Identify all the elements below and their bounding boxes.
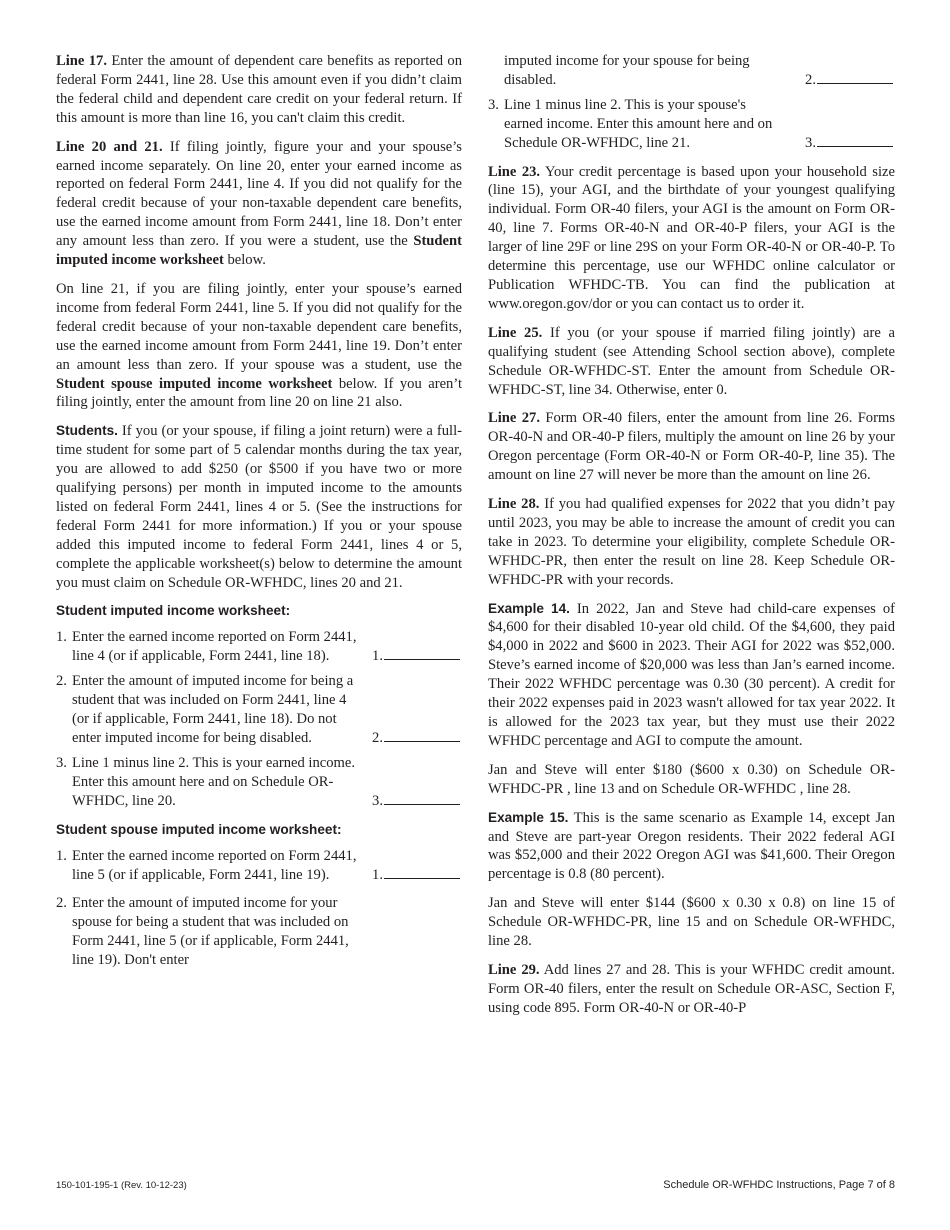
student-worksheet-title: Student imputed income worksheet: bbox=[56, 603, 291, 619]
example15-result: Jan and Steve will enter $144 ($600 x 0.30 x 0.8) on line 15 of Schedule OR-WFHDC-PR, line 15 and on Schedule OR-WFHDC, line 28. bbox=[488, 895, 895, 950]
spouse-worksheet-item-2-continued: imputed income for your spouse for being disabled. 2. bbox=[488, 52, 895, 90]
spouse-worksheet-line-2-field[interactable]: 2. bbox=[805, 69, 893, 90]
line23-paragraph: Line 23. Your credit percentage is based upon your household size (line 15), your AGI, and the birthdate of your youngest qualifying individual. Form OR-40 filers, your AGI is the amount on Form OR-40, line 7. Forms OR-40-N and OR-40-P filers, your AGI is the larger of line 29F or line 29S on your Form OR-40-N or OR-40-P. To determine this percentage, use our WFHDC online calculator or Publication WFHDC-TB. You can find the publication at www.oregon.gov/dor or you can contact us to order it. bbox=[488, 163, 895, 312]
student-worksheet-line-1-field[interactable]: 1. bbox=[372, 645, 460, 666]
example14-paragraph: Example 14. In 2022, Jan and Steve had child-care expenses of $4,600 for their disabled 10-year old child. Of the $4,600, they paid $4,000 in 2022 and $600 in 2023. Their AGI for 2022 was $52,000. Steve’s earned income of $20,000 was less than Jan’s earned income. Their 2022 WFHDC percentage was 0.30 (30 percent). A credit for their 2022 expenses paid in 2023 wasn't allowed for tax year 2022. It is allowed for the 2023 tax year, but they must use their 2022 WFHDC percentage and AGI to compute the amount. bbox=[488, 600, 895, 749]
students-paragraph: Students. If you (or your spouse, if filing a joint return) were a full-time student for some part of 5 calendar months during the tax year, you are allowed to add $250 (or $500 if you have two or more qualifying persons) per month in imputed income to the amounts listed on federal Form 2441, lines 4 or 5. (See the instructions for federal Form 2441 for more information.) If you or your spouse added this imputed income to federal Form 2441, lines 4 or 5, complete the applicable worksheet(s) below to determine the amount you must claim on Schedule OR-WFHDC, lines 20 and 21. bbox=[56, 423, 462, 591]
right-column bbox=[488, 52, 895, 1028]
student-worksheet-item-1: 1. Enter the earned income reported on Form 2441, line 4 (or if applicable, Form 2441, line 18). 1. bbox=[56, 628, 462, 666]
line20-21-paragraph: Line 20 and 21. If filing jointly, figure your and your spouse’s earned income separately. On line 20, enter your earned income as reported on federal Form 2441, line 4. If you did not qualify for the federal credit because of your non-taxable dependent care benefits, use the earned income amount from Form 2441, line 18. Don’t enter any amount less than zero. If you were a student, use the Student imputed income worksheet below. bbox=[56, 138, 462, 269]
line25-paragraph: Line 25. If you (or your spouse if married filing jointly) are a qualifying student (see Attending School section above), complete Schedule OR-WFHDC-ST. Enter the amount from Schedule OR-WFHDC-ST, line 34. Otherwise, enter 0. bbox=[488, 324, 895, 398]
student-worksheet-item-3: 3. Line 1 minus line 2. This is your earned income. Enter this amount here and on Schedule OR-WFHDC, line 20. 3. bbox=[56, 754, 462, 811]
form-number: 150-101-195-1 (Rev. 10-12-23) bbox=[56, 1180, 187, 1191]
left-column bbox=[56, 52, 462, 976]
spouse-worksheet-item-3: 3. Line 1 minus line 2. This is your spouse's earned income. Enter this amount here and on Schedule OR-WFHDC, line 21. 3. bbox=[488, 96, 895, 153]
line29-paragraph: Line 29. Add lines 27 and 28. This is your WFHDC credit amount. Form OR-40 filers, enter the result on Schedule OR-ASC, Section F, using code 895. Form OR-40-N or OR-40-P bbox=[488, 961, 895, 1016]
line27-paragraph: Line 27. Form OR-40 filers, enter the amount from line 26. Forms OR-40-N and OR-40-P filers, multiply the amount on line 26 by your Oregon percentage (Form OR-40-N or Form OR-40-P, line 35). The amount on line 27 will never be more than the amount on line 26. bbox=[488, 410, 895, 484]
example14-result: Jan and Steve will enter $180 ($600 x 0.30) on Schedule OR-WFHDC-PR , line 13 and on Schedule OR-WFHDC , line 28. bbox=[488, 761, 895, 797]
spouse-worksheet-item-1: 1. Enter the earned income reported on Form 2441, line 5 (or if applicable, Form 2441, line 19). 1. bbox=[56, 847, 462, 885]
spouse-worksheet-line-1-field[interactable]: 1. bbox=[372, 864, 460, 885]
line21-paragraph: On line 21, if you are filing jointly, enter your spouse’s earned income from federal Form 2441, line 5. If you did not qualify for the federal credit because of your non-taxable dependent care benefits, use the earned income amount from Form 2441, line 19. Don’t enter an amount less than zero. If your spouse was a student, use the Student spouse imputed income worksheet below. If you aren’t filing jointly, enter the amount from line 20 on line 21 also. bbox=[56, 280, 462, 411]
line28-paragraph: Line 28. If you had qualified expenses for 2022 that you didn’t pay until 2023, you may be able to increase the amount of credit you can take in 2023. To determine your eligibility, complete Schedule OR-WFHDC-PR, then enter the result on line 28. Keep Schedule OR-WFHDC-PR with your records. bbox=[488, 496, 895, 588]
line17-paragraph: Line 17. Enter the amount of dependent care benefits as reported on federal Form 2441, line 28. Use this amount even if you didn’t claim the federal child and dependent care credit on your federal return. If this amount is more than line 16, you can't claim this credit. bbox=[56, 53, 462, 126]
student-worksheet-line-3-field[interactable]: 3. bbox=[372, 790, 460, 811]
example15-paragraph: Example 15. This is the same scenario as Example 14, except Jan and Steve are part-year Oregon residents. Their 2022 federal AGI was $52,000 and their 2022 Oregon AGI was $41,600. Their Oregon percentage is 0.8 (80 percent). bbox=[488, 809, 895, 883]
spouse-worksheet-item-2: 2. Enter the amount of imputed income for your spouse for being a student that was included on Form 2441, line 5 (or if applicable, Form 2441, line 19). Don't enter bbox=[56, 895, 349, 969]
page-label: Schedule OR-WFHDC Instructions, Page 7 of 8 bbox=[663, 1179, 895, 1191]
student-worksheet-item-2: 2. Enter the amount of imputed income for being a student that was included on Form 2441, line 4 (or if applicable, Form 2441, line 18). Do not enter imputed income for being disabled. 2. bbox=[56, 672, 462, 748]
student-worksheet-line-2-field[interactable]: 2. bbox=[372, 727, 460, 748]
spouse-worksheet-line-3-field[interactable]: 3. bbox=[805, 132, 893, 153]
spouse-worksheet-title: Student spouse imputed income worksheet: bbox=[56, 821, 342, 837]
